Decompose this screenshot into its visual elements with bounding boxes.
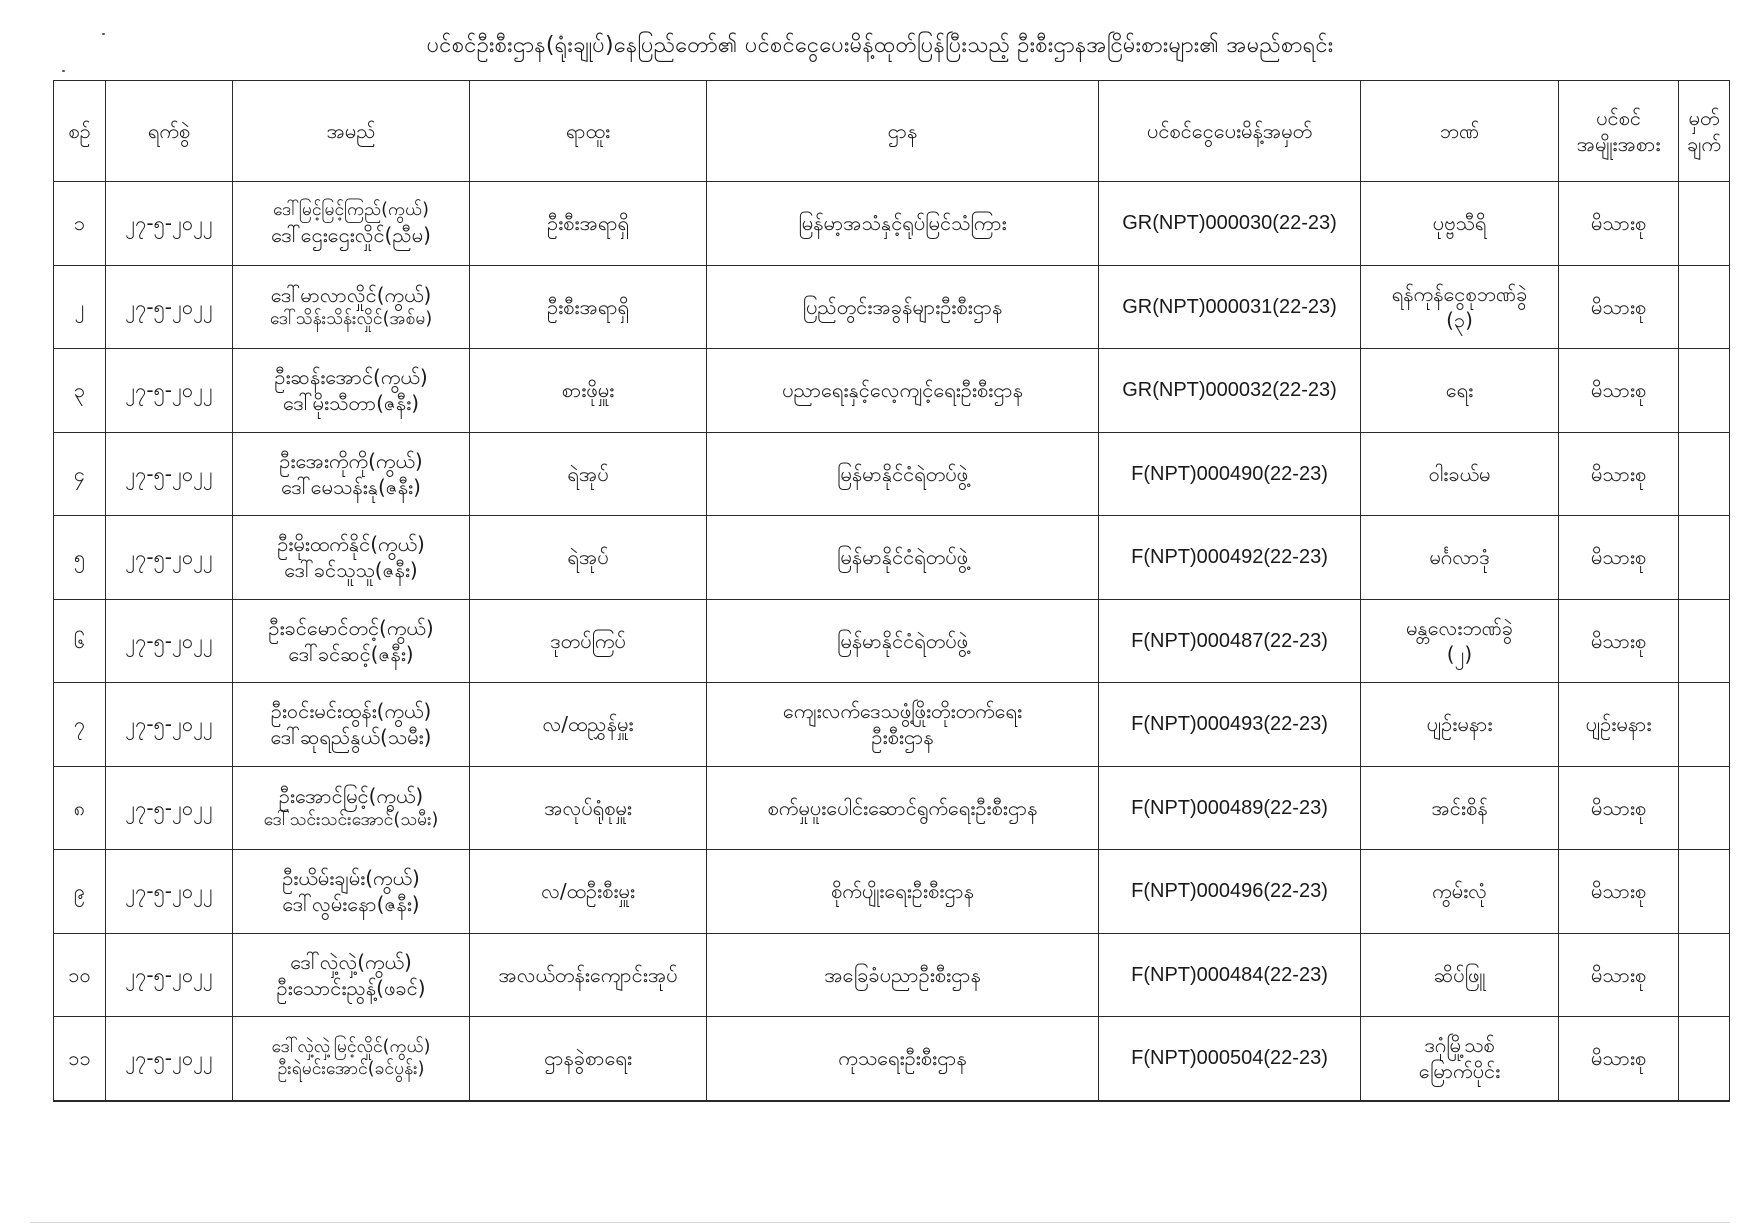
deceased-name: ဒေါ်မြင့်မြင့်ကြည်(ကွယ်) [273, 199, 429, 220]
header-rank: ရာထူး [470, 81, 707, 182]
cell-bank [1361, 850, 1559, 934]
cell-no: ၅ [54, 516, 106, 600]
cell-bank [1361, 349, 1559, 433]
cell-order-no: F(NPT)000490(22-23) [1099, 432, 1361, 516]
header-remark-line2: ချက် [1687, 132, 1721, 156]
cell-name [233, 182, 470, 266]
cell-department [707, 599, 1099, 683]
cell-no: ၉ [54, 850, 106, 934]
cell-bank [1361, 432, 1559, 516]
department-line: ကျေးလက်ဒေသဖွံ့ဖြိုးတိုးတက်ရေး [782, 699, 1023, 724]
cell-pension-type: မိသားစု [1559, 766, 1679, 850]
deceased-name: ဒေါ်လှဲ့လှဲ့(ကွယ်) [290, 949, 412, 974]
header-name: အမည် [233, 81, 470, 182]
cell-rank: ဦးစီးအရာရှိ [470, 182, 707, 266]
bank-line: ရေး [1445, 378, 1474, 403]
recipient-name: ဒေါ်မေသန်းနု(ဇနီး) [281, 474, 421, 499]
deceased-name: ဦးယိမ်းချမ်း(ကွယ်) [282, 866, 420, 891]
cell-rank: ဒုတပ်ကြပ် [470, 599, 707, 683]
cell-department [707, 516, 1099, 600]
recipient-name: ဒေါ်မိုးသီတာ(ဇနီး) [283, 391, 419, 416]
recipient-name: ဒေါ်ခင်ဆင့်(ဇနီး) [288, 641, 414, 666]
bank-line: မြောက်ပိုင်း [1418, 1059, 1501, 1084]
cell-date: ၂၇-၅-၂၀၂၂ [106, 182, 233, 266]
table-row [54, 516, 1730, 600]
cell-remark [1679, 182, 1730, 266]
bank-line: ပုဗ္ဗသီရိ [1432, 211, 1487, 236]
cell-no: ၃ [54, 349, 106, 433]
cell-pension-type: မိသားစု [1559, 182, 1679, 266]
header-row [54, 81, 1730, 182]
recipient-name: ဒေါ်သိန်းသိန်းလှိုင်(အစ်မ) [269, 309, 433, 330]
cell-bank [1361, 599, 1559, 683]
cell-name [233, 349, 470, 433]
deceased-name: ဒေါ်လှဲ့လှဲ့မြင့်လှိုင်(ကွယ်) [271, 1036, 431, 1057]
cell-order-no: F(NPT)000484(22-23) [1099, 933, 1361, 1017]
header-remark [1679, 81, 1730, 182]
cell-bank [1361, 933, 1559, 1017]
department-line: မြန်မာနိုင်ငံရဲတပ်ဖွဲ့ [836, 628, 969, 653]
recipient-name: ဒေါ်ဆုရည်နွယ်(သမီး) [270, 725, 432, 750]
recipient-name: ဒေါ်ဌေးဌေးလှိုင်(ညီမ) [271, 222, 431, 247]
cell-order-no: F(NPT)000489(22-23) [1099, 766, 1361, 850]
cell-date: ၂၇-၅-၂၀၂၂ [106, 265, 233, 349]
cell-bank [1361, 1017, 1559, 1101]
cell-name [233, 766, 470, 850]
bank-line: ဝါးခယ်မ [1428, 461, 1491, 486]
cell-bank [1361, 182, 1559, 266]
page-title: ပင်စင်ဦးစီးဌာန(ရုံးချုပ်)နေပြည်တော်၏ ပင်စင်ငွေပေးမိန့်ထုတ်ပြန်ပြီးသည့် ဦးစီးဌာနအငြိမ်းစားများ၏ အမည်စာရင်း [426, 33, 1334, 58]
table-row [54, 182, 1730, 266]
deceased-name: ဦးမိုးထက်နိုင်(ကွယ်) [277, 532, 425, 557]
deceased-name: ဦးအေးကိုကို(ကွယ်) [279, 448, 423, 473]
pension-table [53, 80, 1730, 1102]
bottom-rule [30, 1222, 1730, 1223]
recipient-name: ဒေါ်လွမ်းနော(ဇနီး) [282, 892, 420, 917]
deceased-name: ဒေါ်မာလာလှိုင်(ကွယ်) [270, 283, 432, 308]
cell-remark [1679, 683, 1730, 767]
recipient-name: ဒေါ်သင်းသင်းအောင်(သမီး) [263, 810, 439, 831]
department-line: မြန်မာနိုင်ငံရဲတပ်ဖွဲ့ [836, 461, 969, 486]
cell-rank: လ/ထဦးစီးမှူး [470, 850, 707, 934]
bank-line: ရန်ကုန်ငွေစုဘဏ်ခွဲ [1391, 281, 1528, 306]
header-remark-line1: မှတ် [1688, 106, 1720, 130]
cell-order-no: GR(NPT)000030(22-23) [1099, 182, 1361, 266]
bank-line: ဒဂုံမြို့သစ် [1424, 1033, 1495, 1058]
cell-department [707, 432, 1099, 516]
cell-pension-type: မိသားစု [1559, 1017, 1679, 1101]
cell-date: ၂၇-၅-၂၀၂၂ [106, 1017, 233, 1101]
cell-remark [1679, 265, 1730, 349]
table-row [54, 265, 1730, 349]
table-row [54, 933, 1730, 1017]
cell-department [707, 933, 1099, 1017]
cell-rank: ဌာနခွဲစာရေး [470, 1017, 707, 1101]
cell-rank: အလယ်တန်းကျောင်းအုပ် [470, 933, 707, 1017]
cell-order-no: GR(NPT)000031(22-23) [1099, 265, 1361, 349]
bank-line: (၃) [1446, 307, 1473, 332]
header-no: စဉ် [54, 81, 106, 182]
cell-date: ၂၇-၅-၂၀၂၂ [106, 432, 233, 516]
table-row [54, 1017, 1730, 1101]
cell-date: ၂၇-၅-၂၀၂၂ [106, 933, 233, 1017]
header-pension-type [1559, 81, 1679, 182]
cell-date: ၂၇-၅-၂၀၂၂ [106, 516, 233, 600]
bank-line: ပျဉ်းမနား [1426, 712, 1493, 737]
deceased-name: ဦးဝင်းမင်းထွန်း(ကွယ်) [270, 699, 432, 724]
cell-department [707, 1017, 1099, 1101]
cell-rank: ရဲအုပ် [470, 432, 707, 516]
bank-line: မင်္ဂလာဒုံ [1429, 545, 1490, 570]
cell-pension-type: မိသားစု [1559, 349, 1679, 433]
cell-department [707, 182, 1099, 266]
cell-name [233, 599, 470, 683]
table-row [54, 599, 1730, 683]
cell-name [233, 516, 470, 600]
cell-remark [1679, 850, 1730, 934]
bank-line: မန္တလေးဘဏ်ခွဲ [1405, 615, 1514, 640]
cell-pension-type: မိသားစု [1559, 265, 1679, 349]
deceased-name: ဦးခင်မောင်တင့်(ကွယ်) [268, 615, 434, 640]
cell-name [233, 933, 470, 1017]
department-line: ကုသရေးဦးစီးဌာန [838, 1046, 967, 1071]
cell-rank: ဦးစီးအရာရှိ [470, 265, 707, 349]
header-pension-type-line2: အမျိုးအစား [1576, 132, 1661, 156]
department-line: မြန်မာ့အသံနှင့်ရုပ်မြင်သံကြား [798, 211, 1007, 236]
department-line: ပညာရေးနှင့်လေ့ကျင့်ရေးဦးစီးဌာန [782, 378, 1023, 403]
cell-bank [1361, 516, 1559, 600]
cell-name [233, 1017, 470, 1101]
cell-no: ၈ [54, 766, 106, 850]
header-pension-type-line1: ပင်စင် [1596, 106, 1641, 130]
cell-pension-type: မိသားစု [1559, 516, 1679, 600]
cell-no: ၁၀ [54, 933, 106, 1017]
cell-bank [1361, 683, 1559, 767]
bank-line: အင်းစိန် [1431, 795, 1488, 820]
cell-rank: အလုပ်ရုံစုမှူး [470, 766, 707, 850]
deceased-name: ဦးဆန်းအောင်(ကွယ်) [274, 365, 428, 390]
table-row [54, 766, 1730, 850]
scan-speck [62, 70, 65, 72]
cell-order-no: F(NPT)000487(22-23) [1099, 599, 1361, 683]
cell-remark [1679, 1017, 1730, 1101]
cell-remark [1679, 599, 1730, 683]
cell-pension-type: မိသားစု [1559, 933, 1679, 1017]
cell-remark [1679, 349, 1730, 433]
cell-order-no: F(NPT)000496(22-23) [1099, 850, 1361, 934]
header-date: ရက်စွဲ [106, 81, 233, 182]
department-line: စက်မှုပူးပေါင်းဆောင်ရွက်ရေးဦးစီးဌာန [767, 795, 1038, 820]
cell-name [233, 432, 470, 516]
bank-line: ဆိပ်ဖြူ [1433, 962, 1486, 987]
recipient-name: ဒေါ်ခင်သူသူ(ဇနီး) [284, 558, 418, 583]
header-order-no: ပင်စင်ငွေပေးမိန့်အမှတ် [1099, 81, 1361, 182]
table-row [54, 349, 1730, 433]
cell-no: ၂ [54, 265, 106, 349]
cell-order-no: F(NPT)000492(22-23) [1099, 516, 1361, 600]
cell-order-no: F(NPT)000504(22-23) [1099, 1017, 1361, 1101]
cell-department [707, 265, 1099, 349]
cell-department [707, 683, 1099, 767]
table-row [54, 432, 1730, 516]
cell-name [233, 850, 470, 934]
cell-name [233, 683, 470, 767]
cell-date: ၂၇-၅-၂၀၂၂ [106, 850, 233, 934]
table-row [54, 850, 1730, 934]
cell-no: ၄ [54, 432, 106, 516]
header-bank: ဘဏ် [1361, 81, 1559, 182]
cell-date: ၂၇-၅-၂၀၂၂ [106, 599, 233, 683]
cell-remark [1679, 516, 1730, 600]
cell-remark [1679, 766, 1730, 850]
deceased-name: ဦးအောင်မြင့်(ကွယ်) [278, 784, 424, 809]
cell-date: ၂၇-၅-၂၀၂၂ [106, 683, 233, 767]
cell-rank: ရဲအုပ် [470, 516, 707, 600]
cell-department [707, 349, 1099, 433]
cell-order-no: F(NPT)000493(22-23) [1099, 683, 1361, 767]
cell-rank: လ/ထညွှန်မှူး [470, 683, 707, 767]
department-line: စိုက်ပျိုးရေးဦးစီးဌာန [831, 879, 974, 904]
cell-pension-type: ပျဉ်းမနား [1559, 683, 1679, 767]
cell-date: ၂၇-၅-၂၀၂၂ [106, 766, 233, 850]
cell-no: ၁ [54, 182, 106, 266]
department-line: အခြေခံပညာဦးစီးဌာန [824, 962, 981, 987]
department-line: ပြည်တွင်းအခွန်များဦးစီးဌာန [802, 294, 1003, 319]
department-line: ဦးစီးဌာန [871, 725, 934, 750]
cell-no: ၁၁ [54, 1017, 106, 1101]
cell-pension-type: မိသားစု [1559, 432, 1679, 516]
cell-no: ၇ [54, 683, 106, 767]
cell-no: ၆ [54, 599, 106, 683]
cell-name [233, 265, 470, 349]
cell-pension-type: မိသားစု [1559, 599, 1679, 683]
bank-line: ကွမ်းလုံ [1432, 879, 1487, 904]
cell-bank [1361, 766, 1559, 850]
cell-bank [1361, 265, 1559, 349]
cell-order-no: GR(NPT)000032(22-23) [1099, 349, 1361, 433]
cell-date: ၂၇-၅-၂၀၂၂ [106, 349, 233, 433]
cell-department [707, 850, 1099, 934]
recipient-name: ဦးသောင်းညွန့်(ဖခင်) [276, 975, 426, 1000]
cell-pension-type: မိသားစု [1559, 850, 1679, 934]
scan-speck [102, 33, 105, 35]
recipient-name: ဦးရဲမင်းအောင်(ခင်ပွန်း) [277, 1059, 425, 1080]
cell-department [707, 766, 1099, 850]
bank-line: (၂) [1446, 641, 1473, 666]
header-department: ဌာန [707, 81, 1099, 182]
cell-rank: စားဖိုမှူး [470, 349, 707, 433]
cell-remark [1679, 432, 1730, 516]
department-line: မြန်မာနိုင်ငံရဲတပ်ဖွဲ့ [836, 545, 969, 570]
cell-remark [1679, 933, 1730, 1017]
table-row [54, 683, 1730, 767]
